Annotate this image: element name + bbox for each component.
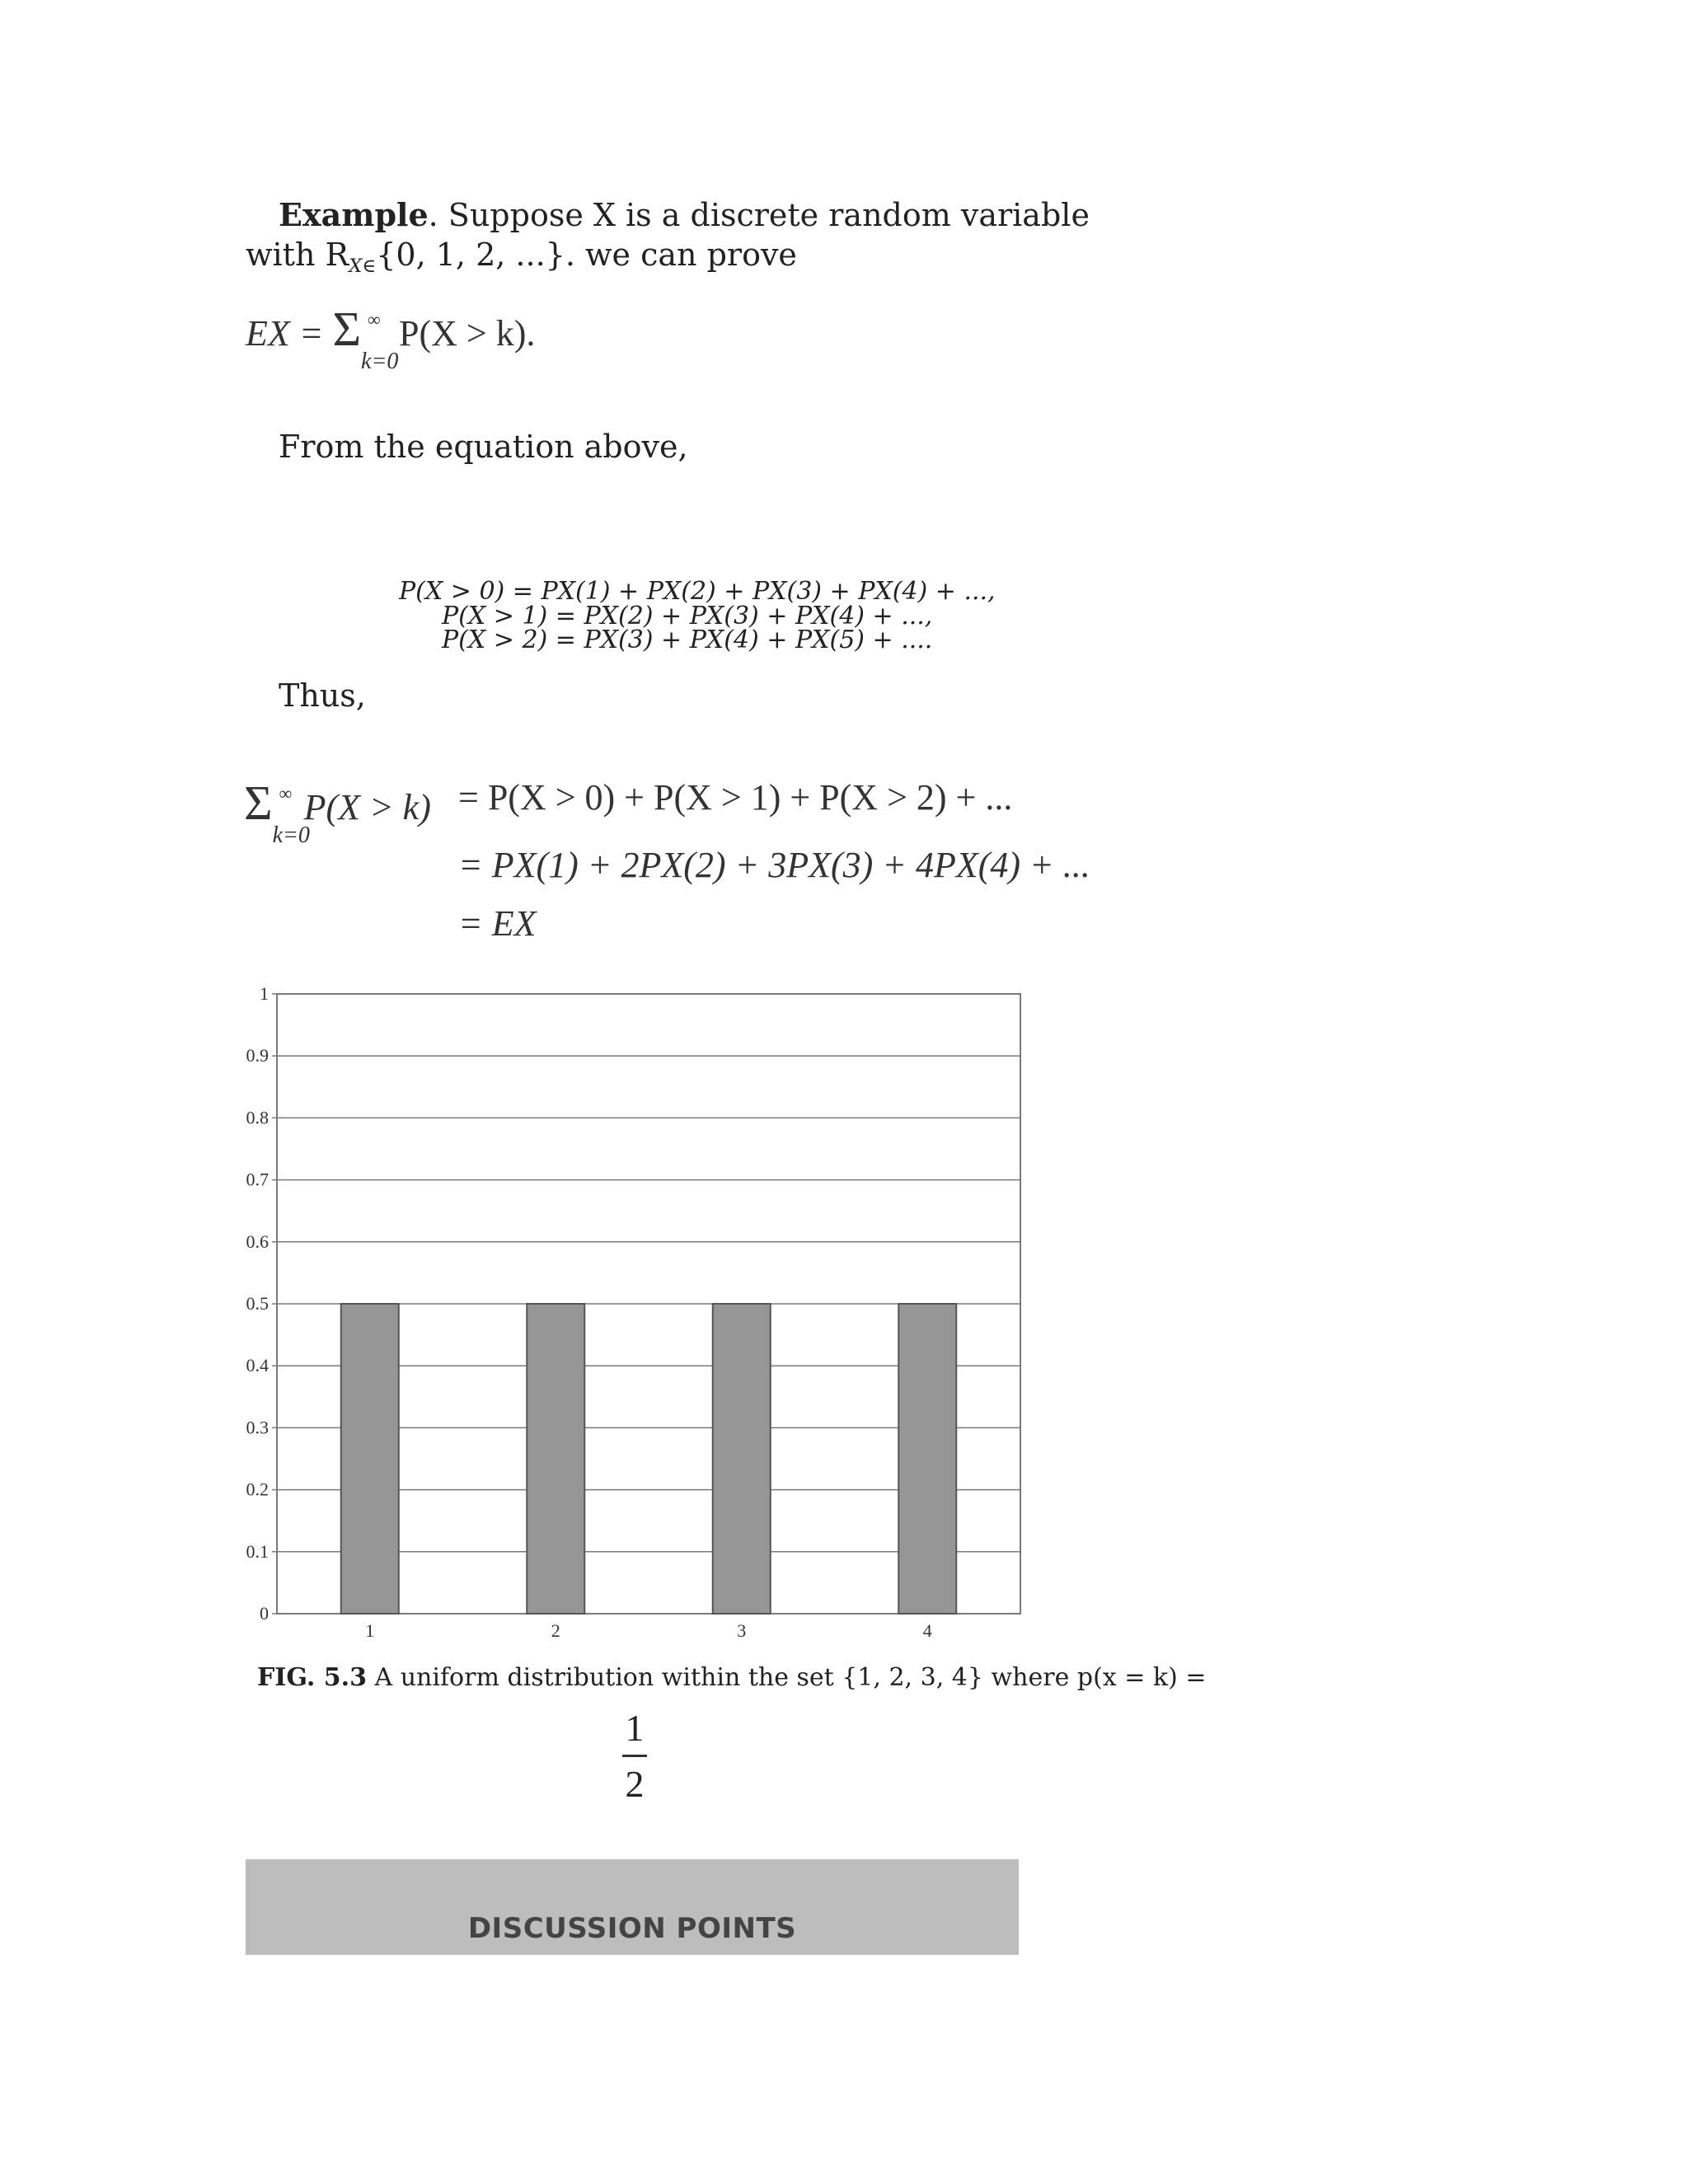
bar-chart xyxy=(223,981,1030,1648)
y-tick-label: 0.4 xyxy=(246,1355,269,1376)
expectation-formula: EX = Σ ∞ k=0 P(X > k). xyxy=(246,302,536,374)
x-tick-label: 1 xyxy=(365,1620,375,1641)
y-tick-label: 0.9 xyxy=(246,1045,269,1066)
y-tick-label: 0.3 xyxy=(246,1417,269,1438)
bar xyxy=(713,1304,771,1614)
fraction-denominator: 2 xyxy=(625,1763,645,1805)
caption-text: A uniform distribution within the set {1, 2, 3, 4} where p(x = k) = xyxy=(366,1663,1207,1692)
figure-label: FIG. 5.3 xyxy=(257,1663,367,1692)
bar xyxy=(898,1304,956,1614)
example-line-2: with $R_{X\in}\{0$, 1, 2, ...}. we can prove xyxy=(246,237,797,277)
fraction-bar xyxy=(622,1755,647,1757)
y-tick-label: 0.6 xyxy=(246,1230,269,1252)
y-tick-label: 0.5 xyxy=(246,1293,269,1314)
y-tick-label: 0.8 xyxy=(246,1107,269,1128)
x-tick-label: 4 xyxy=(922,1620,932,1641)
y-tick-label: 1 xyxy=(260,983,269,1004)
equation-line-3: P(X > 2) = PX(3) + PX(4) + PX(5) + .... xyxy=(442,626,933,654)
thus-text: Thus, xyxy=(279,677,366,714)
example-line-1 xyxy=(279,195,1090,235)
y-tick-label: 0.2 xyxy=(246,1479,269,1500)
example-text-1: . Suppose X is a discrete random variable xyxy=(428,197,1090,233)
example-label: Example xyxy=(279,196,429,233)
y-tick-label: 0.1 xyxy=(246,1540,269,1562)
x-tick-label: 3 xyxy=(737,1620,747,1641)
y-tick-label: 0.7 xyxy=(246,1169,269,1190)
bar xyxy=(341,1304,399,1614)
x-tick-label: 2 xyxy=(551,1620,560,1641)
derivation-lhs: Σ ∞ k=0 P(X > k) xyxy=(244,776,431,848)
equation-line-2: P(X > 1) = PX(2) + PX(3) + PX(4) + ..., xyxy=(442,602,933,630)
fraction-numerator: 1 xyxy=(625,1707,645,1749)
y-tick-label: 0 xyxy=(260,1603,269,1624)
bar xyxy=(527,1304,584,1614)
discussion-title: DISCUSSION POINTS xyxy=(467,1912,797,1945)
derivation-line-2: = PX(1) + 2PX(2) + 3PX(3) + 4PX(4) + ... xyxy=(458,845,1090,885)
figure-caption xyxy=(257,1663,1206,1692)
discussion-banner xyxy=(246,1859,1019,1955)
caption-fraction xyxy=(614,1706,655,1806)
derivation-line-3: = EX xyxy=(458,903,537,944)
derivation-line-1: = P(X > 0) + P(X > 1) + P(X > 2) + ... xyxy=(458,777,1013,818)
from-text: From the equation above, xyxy=(279,429,688,465)
equation-line-1: P(X > 0) = PX(1) + PX(2) + PX(3) + PX(4) + ..., xyxy=(399,577,996,606)
sigma-symbol: Σ xyxy=(332,302,362,356)
